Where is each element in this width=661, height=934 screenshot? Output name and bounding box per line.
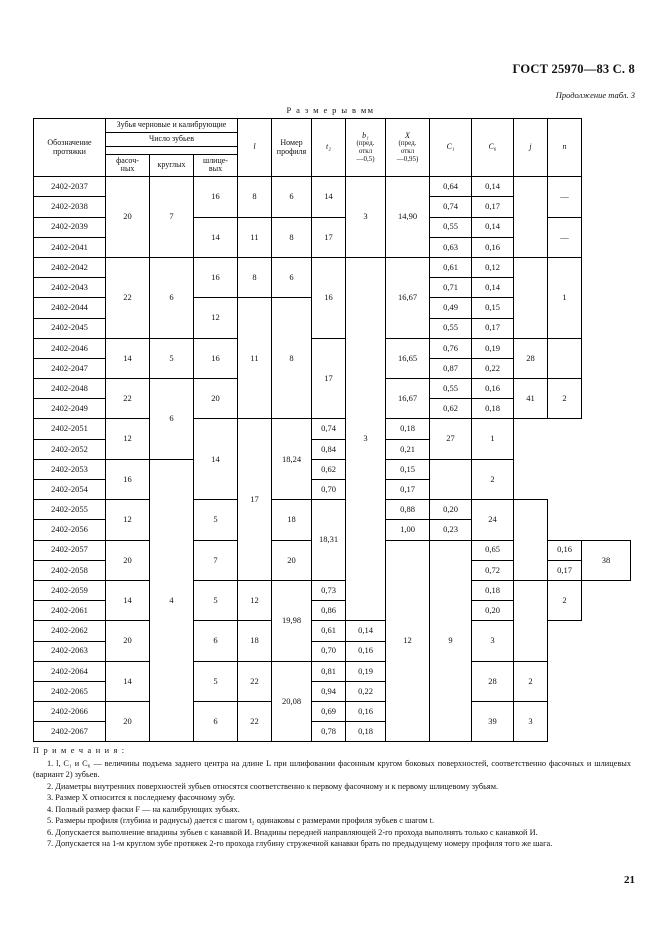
header-b1-sym: b₁	[362, 130, 369, 140]
row-designation: 2402-2053	[34, 459, 106, 479]
table-row	[34, 419, 631, 439]
row-designation: 2402-2058	[34, 560, 106, 580]
cell-t2: 17	[312, 338, 346, 419]
row-designation: 2402-2044	[34, 298, 106, 318]
cell-n	[548, 338, 582, 378]
cell-c6: 0,19	[472, 338, 514, 358]
cell-shlic: 22	[238, 661, 272, 701]
cell-krug: 5	[150, 338, 194, 378]
header-designation-line1: Обозначение	[47, 137, 92, 147]
cell-krug: 6	[150, 257, 194, 338]
cell-c6: 0,14	[472, 177, 514, 197]
row-designation: 2402-2055	[34, 500, 106, 520]
cell-c6: 0,18	[386, 419, 430, 439]
cell-profile: 6	[272, 257, 312, 297]
row-designation: 2402-2049	[34, 399, 106, 419]
header-b1-l3: откл	[358, 147, 373, 156]
cell-profile: 8	[272, 298, 312, 419]
cell-shlic: 20	[272, 540, 312, 580]
cell-t2: 17	[238, 419, 272, 581]
cell-j: 41	[514, 379, 548, 419]
cell-profile: 6	[272, 177, 312, 217]
cell-shlic: 16	[194, 257, 238, 297]
header-n: n	[548, 119, 582, 177]
cell-shlic: 22	[238, 702, 272, 742]
cell-shlic: 14	[194, 217, 238, 257]
row-designation: 2402-2063	[34, 641, 106, 661]
cell-fasoch: 22	[106, 379, 150, 419]
header-teeth-fasoch	[106, 154, 150, 177]
cell-c6: 0,17	[472, 197, 514, 217]
header-x-l2: (пред.	[398, 139, 417, 148]
table-row	[34, 177, 631, 197]
cell-x: 14,90	[386, 177, 430, 258]
cell-fasoch: 14	[106, 661, 150, 701]
header-x-sym: X	[405, 130, 410, 140]
cell-c1: 0,70	[312, 480, 346, 500]
header-designation	[34, 119, 106, 177]
cell-c1: 0,63	[430, 237, 472, 257]
cell-c6: 0,15	[386, 459, 430, 479]
cell-c1: 0,84	[312, 439, 346, 459]
header-teeth-shlic-l2: вых	[208, 164, 223, 174]
cell-x: 16,67	[386, 257, 430, 338]
row-designation: 2402-2062	[34, 621, 106, 641]
cell-j	[514, 177, 548, 258]
row-designation: 2402-2037	[34, 177, 106, 197]
cell-c1: 0,73	[312, 580, 346, 600]
table-row	[34, 257, 631, 277]
cell-n: 3	[472, 621, 514, 661]
header-b1-l4: —0,5)	[356, 154, 375, 163]
cell-l: 11	[238, 298, 272, 419]
cell-c1: 0,94	[312, 681, 346, 701]
page-number: 21	[624, 874, 635, 886]
cell-fasoch: 12	[106, 419, 150, 459]
cell-shlic: 16	[194, 338, 238, 378]
row-designation: 2402-2043	[34, 278, 106, 298]
cell-j: 28	[514, 338, 548, 378]
note-item: 7. Допускается на 1-м круглом зубе протяжек 2-го прохода глубину стружечной канавки брать по предыдущему номеру профиля того же шага.	[47, 839, 553, 849]
cell-c6: 0,18	[472, 399, 514, 419]
cell-fasoch: 22	[106, 257, 150, 338]
cell-c6: 0,20	[472, 601, 514, 621]
cell-j	[514, 257, 548, 338]
cell-c6: 0,18	[346, 722, 386, 742]
row-designation: 2402-2054	[34, 480, 106, 500]
cell-c6: 0,18	[472, 580, 514, 600]
note-item: 2. Диаметры внутренних поверхностей зубьев относятся соответственно к первому фасочному и к первому шлицевому зубьям.	[47, 781, 499, 791]
cell-krug: 6	[194, 621, 238, 661]
cell-c6: 0,22	[472, 358, 514, 378]
cell-x: 16,67	[386, 379, 430, 419]
cell-krug: 7	[194, 540, 238, 580]
row-designation: 2402-2066	[34, 702, 106, 722]
cell-n: 2	[514, 661, 548, 701]
cell-shlic: 12	[238, 580, 272, 620]
cell-n: 1	[472, 419, 514, 459]
cell-b1: 4	[150, 459, 194, 742]
cell-c6: 0,23	[430, 520, 472, 540]
cell-c1: 0,70	[312, 641, 346, 661]
cell-j: 28	[472, 661, 514, 701]
cell-c1: 0,71	[430, 278, 472, 298]
cell-fasoch: 12	[106, 500, 150, 540]
row-designation: 2402-2039	[34, 217, 106, 237]
cell-j	[430, 459, 472, 499]
cell-j	[514, 580, 548, 661]
cell-t2: 14	[312, 177, 346, 217]
row-designation: 2402-2045	[34, 318, 106, 338]
note-item: 4. Полный размер фаски F — на калибрующих зубьях.	[47, 804, 240, 814]
specification-table	[33, 118, 631, 742]
cell-shlic: 18	[272, 500, 312, 540]
continued-label: Продолжение табл. 3	[555, 90, 635, 100]
cell-shlic: 12	[194, 298, 238, 338]
standard-header: ГОСТ 25970—83 С. 8	[512, 62, 635, 76]
cell-krug: 7	[150, 177, 194, 258]
cell-shlic: 16	[194, 177, 238, 217]
cell-c6: 0,17	[386, 480, 430, 500]
cell-fasoch: 20	[106, 540, 150, 580]
cell-c1: 0,81	[312, 661, 346, 681]
cell-c6: 0,14	[346, 621, 386, 641]
cell-shlic: 14	[194, 419, 238, 500]
header-t2: t₂	[312, 119, 346, 177]
header-b1	[346, 119, 386, 177]
cell-c6: 0,17	[472, 318, 514, 338]
header-c6: C₆	[472, 119, 514, 177]
cell-x: 16,65	[386, 338, 430, 378]
row-designation: 2402-2056	[34, 520, 106, 540]
table-row	[34, 500, 631, 520]
sizes-note: Р а з м е р ы в мм	[286, 105, 375, 115]
cell-x: 18,31	[312, 500, 346, 581]
row-designation: 2402-2051	[34, 419, 106, 439]
header-teeth-count: Число зубьев	[106, 132, 238, 146]
cell-c1: 0,62	[430, 399, 472, 419]
table-row	[34, 661, 631, 681]
cell-j: 39	[472, 702, 514, 742]
cell-n	[514, 500, 548, 581]
header-l: l	[238, 119, 272, 177]
header-profile	[272, 119, 312, 177]
cell-krug: 6	[150, 379, 194, 460]
cell-c6: 0,16	[548, 540, 582, 560]
cell-c1: 0,69	[312, 702, 346, 722]
row-designation: 2402-2046	[34, 338, 106, 358]
cell-n: 2	[548, 379, 582, 419]
cell-j: 38	[582, 540, 631, 580]
cell-c1: 1,00	[386, 520, 430, 540]
header-designation-line2: протяжки	[53, 146, 86, 156]
cell-t2: 16	[312, 257, 346, 338]
table-row	[34, 580, 631, 600]
cell-c6: 0,14	[472, 217, 514, 237]
cell-x: 20,08	[272, 661, 312, 742]
cell-c1: 0,86	[312, 601, 346, 621]
notes-title: П р и м е ч а н и я :	[33, 746, 126, 755]
cell-c6: 0,16	[346, 702, 386, 722]
cell-c6: 0,15	[472, 298, 514, 318]
header-x-l4: —0,95)	[396, 154, 419, 163]
cell-c6: 0,21	[386, 439, 430, 459]
cell-shlic: 18	[238, 621, 272, 661]
cell-c1: 0,76	[430, 338, 472, 358]
cell-t2: 17	[312, 217, 346, 257]
cell-c1: 0,61	[312, 621, 346, 641]
header-teeth-spacer	[106, 146, 238, 154]
cell-c1: 0,55	[430, 217, 472, 237]
cell-c1: 0,88	[386, 500, 430, 520]
cell-fasoch: 14	[106, 580, 150, 620]
cell-profile: 8	[272, 217, 312, 257]
cell-j: 24	[472, 500, 514, 540]
cell-fasoch: 16	[106, 459, 150, 499]
table-row	[34, 702, 631, 722]
cell-n: 3	[514, 702, 548, 742]
cell-c1: 0,49	[430, 298, 472, 318]
cell-x: 19,98	[272, 580, 312, 661]
cell-c1: 0,61	[430, 257, 472, 277]
cell-c6: 0,20	[430, 500, 472, 520]
cell-x: 18,24	[272, 419, 312, 500]
cell-n: 2	[472, 459, 514, 499]
cell-c6: 0,19	[346, 661, 386, 681]
cell-c6: 0,22	[346, 681, 386, 701]
header-teeth-fasoch-l1: фасоч-	[116, 155, 139, 165]
cell-c1: 0,74	[430, 197, 472, 217]
note-item: 6. Допускается выполнение впадины зубьев с канавкой И. Впадины передней направляющей 2-го прохода выполнять только с канавкой И.	[47, 827, 538, 837]
cell-b1: 3	[346, 177, 386, 258]
cell-l: 12	[386, 540, 430, 742]
cell-c6: 0,12	[472, 257, 514, 277]
row-designation: 2402-2041	[34, 237, 106, 257]
header-c1: C₁	[430, 119, 472, 177]
row-designation: 2402-2061	[34, 601, 106, 621]
row-designation: 2402-2038	[34, 197, 106, 217]
header-x	[386, 119, 430, 177]
cell-c1: 0,87	[430, 358, 472, 378]
cell-c1: 0,78	[312, 722, 346, 742]
header-x-l3: откл	[400, 147, 415, 156]
cell-n: 1	[548, 257, 582, 338]
table-row	[34, 459, 631, 479]
cell-c1: 0,62	[312, 459, 346, 479]
cell-l: 8	[238, 177, 272, 217]
note-item: 3. Размер X относится к последнему фасочному зубу.	[47, 793, 236, 803]
header-teeth-krug: круглых	[150, 154, 194, 177]
cell-c6: 0,16	[346, 641, 386, 661]
cell-krug: 5	[194, 500, 238, 540]
cell-n: —	[548, 217, 582, 257]
header-teeth-shlic	[194, 154, 238, 177]
cell-n: 2	[548, 580, 582, 620]
row-designation: 2402-2042	[34, 257, 106, 277]
notes-block	[33, 745, 631, 850]
cell-b1: 3	[346, 257, 386, 620]
row-designation: 2402-2067	[34, 722, 106, 742]
note-item: 1. l, C₁ и C₆ — величины подъема заднего центра на длине L при шлифовании фасонным кругом боковых поверхностей, соответственно фасочных и шлицевых (вариант 2) зубьев.	[33, 759, 631, 780]
header-teeth-shlic-l1: шлице-	[203, 155, 228, 165]
row-designation: 2402-2057	[34, 540, 106, 560]
row-designation: 2402-2052	[34, 439, 106, 459]
note-item: 5. Размеры профиля (глубина и радиусы) дается с шагом t₂ одинаковы с размерами профиля зубьев с шагом t.	[47, 816, 435, 826]
cell-krug: 5	[194, 661, 238, 701]
cell-fasoch: 20	[106, 702, 150, 742]
header-j: j	[514, 119, 548, 177]
header-teeth-fasoch-l2: ных	[120, 164, 135, 174]
cell-c1: 0,65	[472, 540, 514, 560]
row-designation: 2402-2048	[34, 379, 106, 399]
cell-c1: 0,55	[430, 379, 472, 399]
cell-c6: 0,14	[472, 278, 514, 298]
cell-c1: 0,74	[312, 419, 346, 439]
cell-n: —	[548, 177, 582, 217]
cell-c6: 0,16	[472, 379, 514, 399]
row-designation: 2402-2065	[34, 681, 106, 701]
header-profile-line1: Номер	[280, 137, 303, 147]
cell-c1: 0,72	[472, 560, 514, 580]
cell-krug: 6	[194, 702, 238, 742]
cell-c6: 0,16	[472, 237, 514, 257]
cell-profile: 9	[430, 540, 472, 742]
header-b1-l2: (пред.	[356, 139, 375, 148]
table-row	[34, 338, 631, 358]
cell-fasoch: 20	[106, 177, 150, 258]
cell-fasoch: 14	[106, 338, 150, 378]
cell-c1: 0,64	[430, 177, 472, 197]
cell-c1: 0,55	[430, 318, 472, 338]
cell-j: 27	[430, 419, 472, 459]
header-group-rough: Зубья черновые и калибрующие	[106, 119, 238, 133]
cell-krug: 5	[194, 580, 238, 620]
cell-fasoch: 20	[106, 621, 150, 661]
cell-l: 11	[238, 217, 272, 257]
row-designation: 2402-2047	[34, 358, 106, 378]
row-designation: 2402-2064	[34, 661, 106, 681]
cell-l: 8	[238, 257, 272, 297]
header-profile-line2: профиля	[276, 146, 307, 156]
row-designation: 2402-2059	[34, 580, 106, 600]
cell-shlic: 20	[194, 379, 238, 419]
cell-c6: 0,17	[548, 560, 582, 580]
